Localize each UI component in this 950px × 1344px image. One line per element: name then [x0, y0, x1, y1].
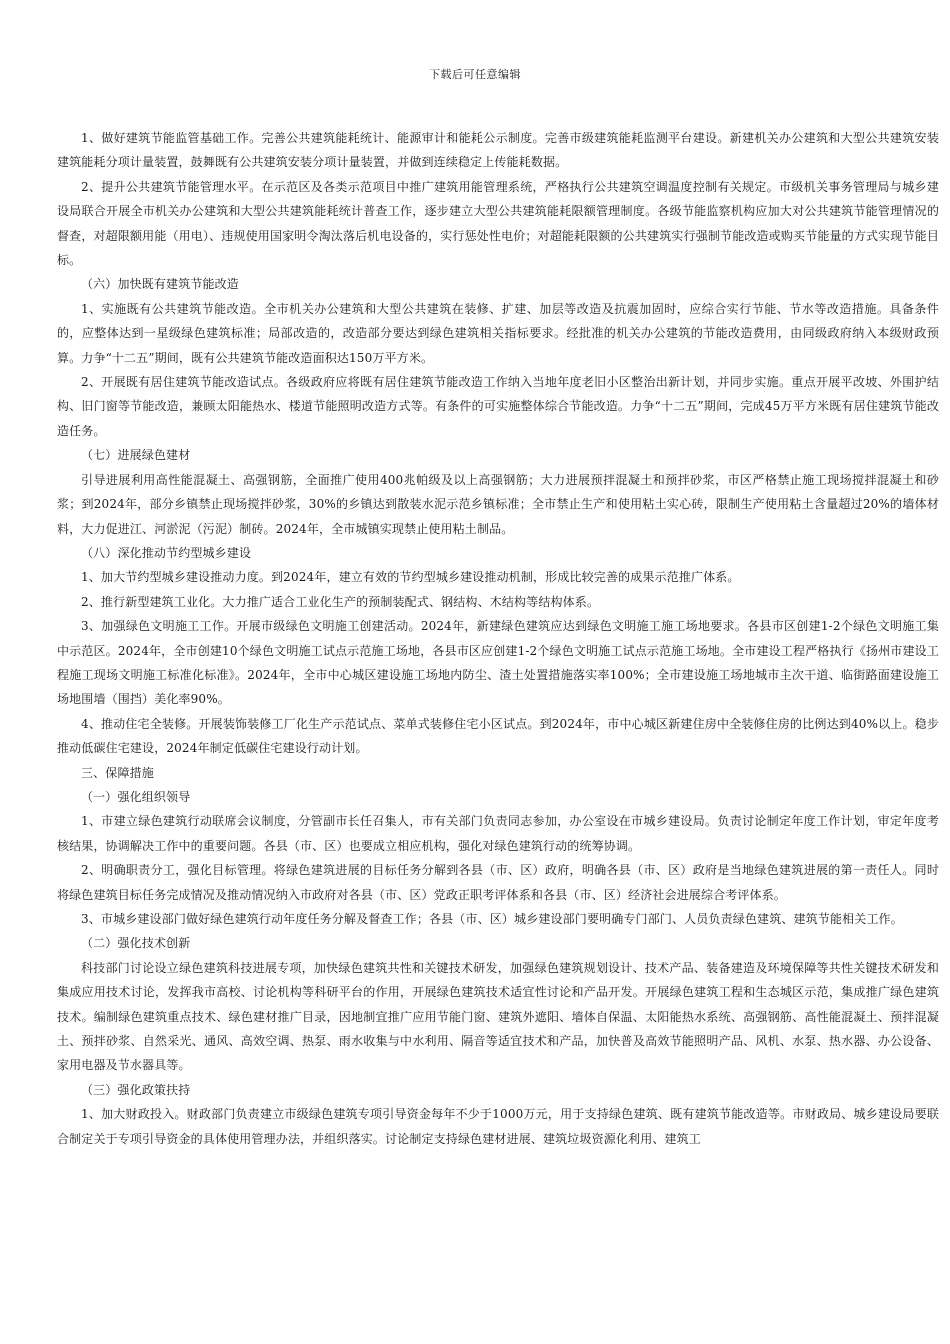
paragraph: 1、做好建筑节能监管基础工作。完善公共建筑能耗统计、能源审计和能耗公示制度。完善市级建筑能耗监测平台建设。新建机关办公建筑和大型公共建筑安装建筑能耗分项计量装置，鼓舞既有公共建筑安装分项计量装置，并做到连续稳定上传能耗数据。 [57, 131, 939, 170]
paragraph: 2、提升公共建筑节能管理水平。在示范区及各类示范项目中推广建筑用能管理系统，严格执行公共建筑空调温度控制有关规定。市级机关事务管理局与城乡建设局联合开展全市机关办公建筑和大型公共建筑能耗统计普查工作，逐步建立大型公共建筑能耗限额管理制度。各级节能监察机构应加大对公共建筑节能管理情况的督查，对超限额用能（用电）、违规使用国家明令淘汰落后机电设备的，实行惩处性电价；对超能耗限额的公共建筑实行强制节能改造或购买节能量的方式实现节能目标。 [57, 179, 939, 268]
section-heading: （一）强化组织领导 [81, 789, 191, 804]
paragraph: 2、明确职责分工，强化目标管理。将绿色建筑进展的目标任务分解到各县（市、区）政府，明确各县（市、区）政府是当地绿色建筑进展的第一责任人。同时将绿色建筑目标任务完成情况及推动情况纳入市政府对各县（市、区）党政正职考评体系和各县（市、区）经济社会进展综合考评体系。 [57, 863, 939, 902]
paragraph: 2、开展既有居住建筑节能改造试点。各级政府应将既有居住建筑节能改造工作纳入当地年度老旧小区整治出新计划，并同步实施。重点开展平改坡、外围护结构、旧门窗等节能改造，兼顾太阳能热水、楼道节能照明改造方式等。有条件的可实施整体综合节能改造。力争“十二五”期间，完成45万平方米既有居住建筑节能改造任务。 [57, 375, 939, 438]
paragraph: 4、推动住宅全装修。开展装饰装修工厂化生产示范试点、菜单式装修住宅小区试点。到2024年，市中心城区新建住房中全装修住房的比例达到40%以上。稳步推动低碳住宅建设，2024年制定低碳住宅建设行动计划。 [57, 716, 939, 756]
section-heading: （二）强化技术创新 [81, 936, 191, 951]
paragraph: 1、加大财政投入。财政部门负责建立市级绿色建筑专项引导资金每年不少于1000万元，用于支持绿色建筑、既有建筑节能改造等。市财政局、城乡建设局要联合制定关于专项引导资金的具体使用管理办法，并组织落实。讨论制定支持绿色建材进展、建筑垃圾资源化利用、建筑工 [57, 1107, 939, 1146]
paragraph: 1、加大节约型城乡建设推动力度。到2024年，建立有效的节约型城乡建设推动机制，形成比较完善的成果示范推广体系。 [81, 570, 740, 585]
paragraph: 2、推行新型建筑工业化。大力推广适合工业化生产的预制装配式、钢结构、木结构等结构体系。 [81, 594, 600, 609]
paragraph: 1、市建立绿色建筑行动联席会议制度，分管副市长任召集人，市有关部门负责同志参加，办公室设在市城乡建设局。负责讨论制定年度工作计划，审定年度考核结果，协调解决工作中的重要问题。各县（市、区）也要成立相应机构，强化对绿色建筑行动的统筹协调。 [57, 814, 939, 853]
paragraph: 1、实施既有公共建筑节能改造。全市机关办公建筑和大型公共建筑在装修、扩建、加层等改造及抗震加固时，应综合实行节能、节水等改造措施。具备条件的，应整体达到一星级绿色建筑标准；局部改造的，改造部分要达到绿色建筑相关指标要求。经批准的机关办公建筑的节能改造费用，由同级政府纳入本级财政预算。力争“十二五”期间，既有公共建筑节能改造面积达150万平方米。 [57, 301, 939, 365]
chapter-heading: 三、保障措施 [81, 765, 154, 780]
section-heading: （六）加快既有建筑节能改造 [81, 277, 239, 292]
paragraph: 科技部门讨论设立绿色建筑科技进展专项，加快绿色建筑共性和关键技术研发，加强绿色建筑规划设计、技术产品、装备建造及环境保障等共性关键技术研发和集成应用技术讨论，发挥我市高校、讨论机构等科研平台的作用，开展绿色建筑技术适宜性讨论和产品开发。开展绿色建筑工程和生态城区示范，集成推广绿色建筑技术。编制绿色建筑重点技术、绿色建材推广目录，因地制宜推广应用节能门窗、建筑外遮阳、墙体自保温、太阳能热水系统、高强钢筋、高性能混凝土、预拌混凝土、预拌砂浆、自然采光、通风、高效空调、热泵、雨水收集与中水利用、隔音等适宜技术和产品，加快普及高效节能照明产品、风机、水泵、热水器、办公设备、家用电器及节水器具等。 [57, 960, 939, 1073]
paragraph: 3、加强绿色文明施工工作。开展市级绿色文明施工创建活动。2024年，新建绿色建筑应达到绿色文明施工施工场地要求。各县市区创建1-2个绿色文明施工集中示范区。2024年，全市创建10个绿色文明施工试点示范施工场地，各县市区应创建1-2个绿色文明施工试点示范施工场地。全市建设工程严格执行《扬州市建设工程施工现场文明施工标准化标准》。2024年，全市中心城区建设施工场地内防尘、渣土处置措施落实率100%；全市建设施工场地城市主次干道、临街路面建设施工场地围墙（围挡）美化率90%。 [57, 619, 939, 707]
document-body [57, 126, 939, 1151]
page-header: 下载后可任意编辑 [429, 68, 521, 81]
paragraph: 3、市城乡建设部门做好绿色建筑行动年度任务分解及督查工作；各县（市、区）城乡建设部门要明确专门部门、人员负责绿色建筑、建筑节能相关工作。 [81, 912, 903, 926]
section-heading: （七）进展绿色建材 [81, 448, 191, 463]
section-heading: （八）深化推动节约型城乡建设 [81, 545, 252, 560]
section-heading: （三）强化政策扶持 [81, 1082, 191, 1097]
paragraph: 引导进展利用高性能混凝土、高强钢筋，全面推广使用400兆帕级及以上高强钢筋；大力进展预拌混凝土和预拌砂浆，市区严格禁止施工现场搅拌混凝土和砂浆；到2024年，部分乡镇禁止现场搅拌砂浆，30%的乡镇达到散装水泥示范乡镇标准；全市禁止生产和使用粘土实心砖，限制生产使用粘土含量超过20%的墙体材料，大力促进江、河淤泥（污泥）制砖。2024年，全市城镇实现禁止使用粘土制品。 [57, 472, 939, 536]
